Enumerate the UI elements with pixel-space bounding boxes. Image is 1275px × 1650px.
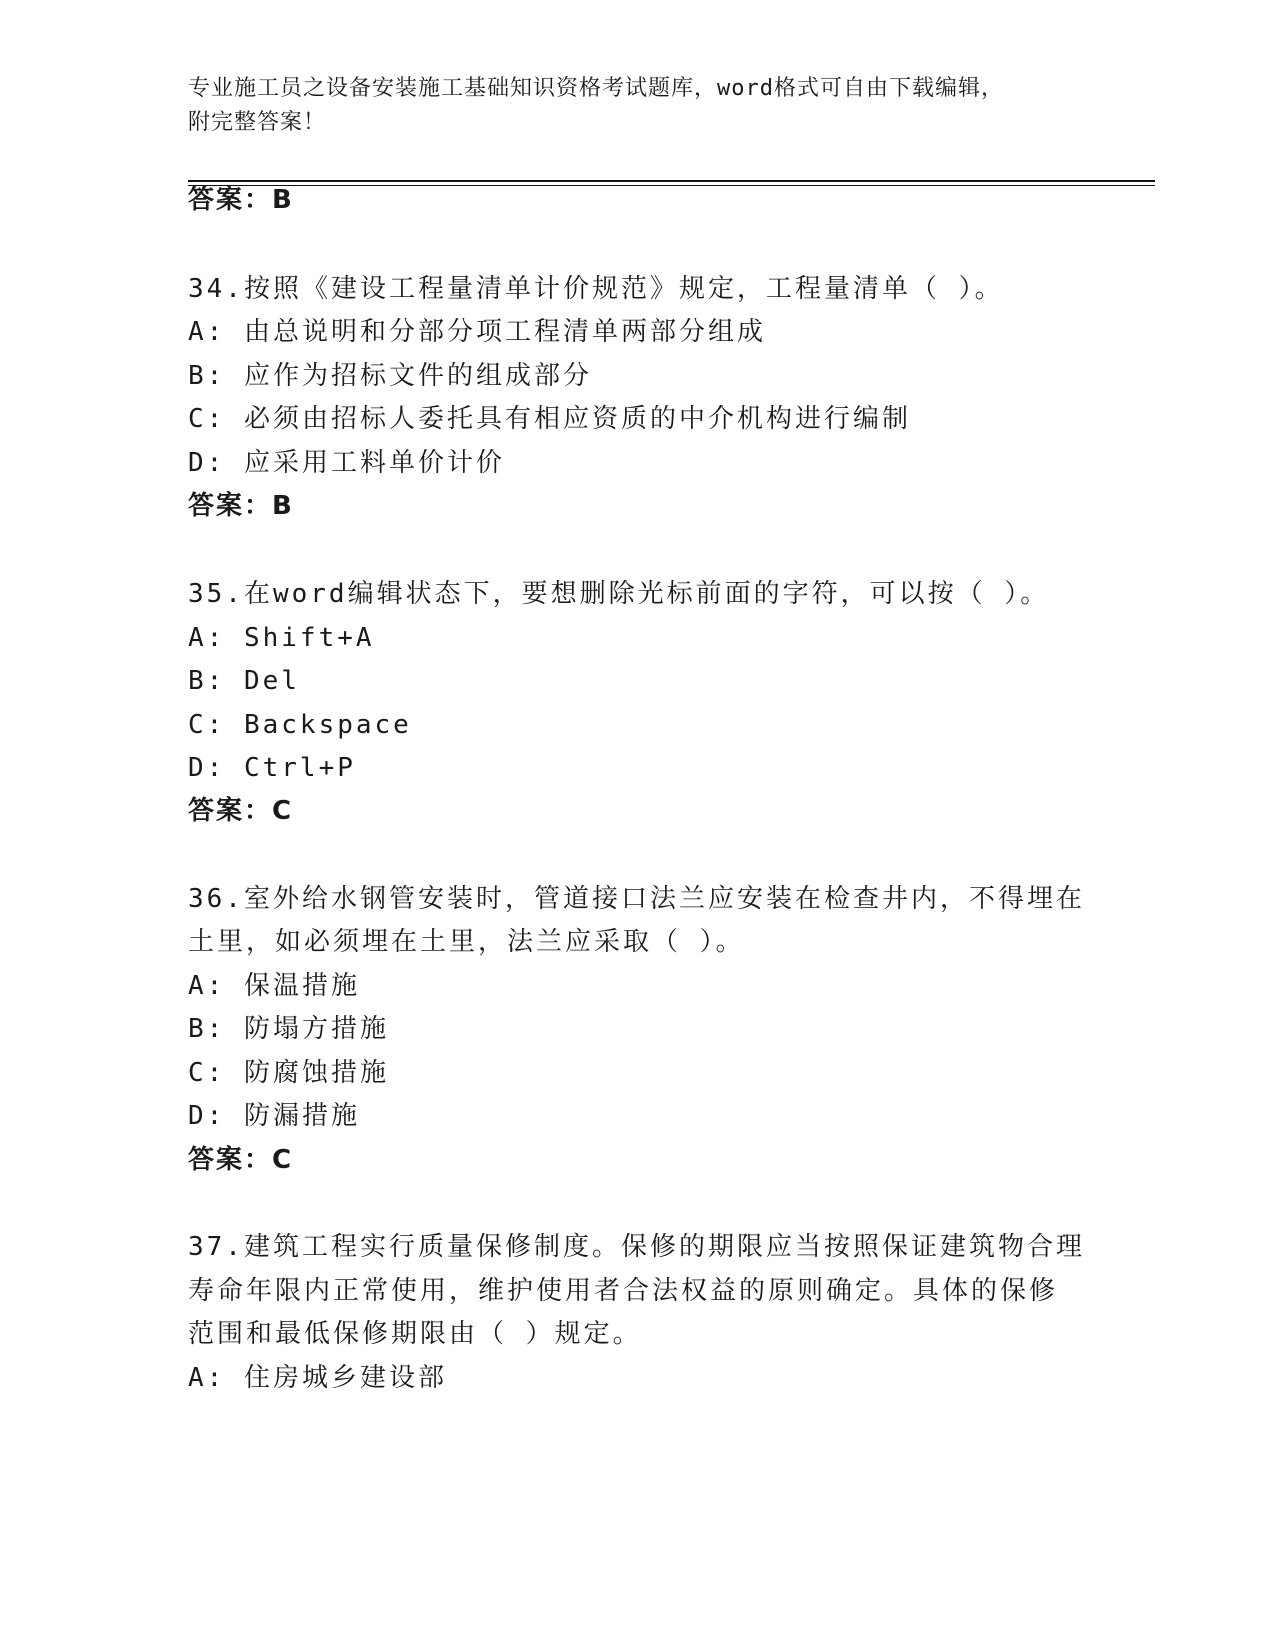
q37-stem-line-3: 范围和最低保修期限由（ ）规定。: [188, 1319, 642, 1349]
q36-option-a: A: 保温措施: [188, 971, 360, 1001]
q34-option-d: D: 应采用工料单价计价: [188, 448, 505, 478]
q37-stem-line-1: 37.建筑工程实行质量保修制度。保修的期限应当按照保证建筑物合理: [188, 1232, 1085, 1262]
q36-stem-line-1: 36.室外给水钢管安装时，管道接口法兰应安装在检查井内，不得埋在: [188, 884, 1085, 914]
q35-option-b: B: Del: [188, 666, 300, 696]
q37-option-a: A: 住房城乡建设部: [188, 1363, 447, 1393]
q35-option-c: C: Backspace: [188, 710, 412, 740]
answer-previous: 答案：B: [188, 185, 294, 215]
q34-option-c: C: 必须由招标人委托具有相应资质的中介机构进行编制: [188, 404, 911, 434]
q36-answer: 答案：C: [188, 1145, 294, 1175]
q34-option-b: B: 应作为招标文件的组成部分: [188, 361, 592, 391]
q35-option-a: A: Shift+A: [188, 623, 375, 653]
header-divider-thin: [188, 185, 1155, 186]
header-divider-thick: [188, 180, 1155, 182]
q34-stem: 34.按照《建设工程量清单计价规范》规定，工程量清单（ ）。: [188, 274, 1004, 304]
q35-option-d: D: Ctrl+P: [188, 753, 356, 783]
q35-answer: 答案：C: [188, 796, 294, 826]
q34-option-a: A: 由总说明和分部分项工程清单两部分组成: [188, 317, 766, 347]
q37-stem-line-2: 寿命年限内正常使用，维护使用者合法权益的原则确定。具体的保修: [188, 1276, 1059, 1306]
header-line-2: 附完整答案！: [188, 110, 327, 135]
header-line-1: 专业施工员之设备安装施工基础知识资格考试题库，word格式可自由下载编辑，: [188, 76, 1004, 101]
q36-stem-line-2: 土里，如必须埋在土里，法兰应采取（ ）。: [188, 927, 745, 957]
q36-option-b: B: 防塌方措施: [188, 1014, 389, 1044]
q34-answer: 答案：B: [188, 491, 294, 521]
document-header: [188, 72, 1068, 140]
q36-option-d: D: 防漏措施: [188, 1101, 360, 1131]
q35-stem: 35.在word编辑状态下，要想删除光标前面的字符，可以按（ ）。: [188, 579, 1050, 609]
q36-option-c: C: 防腐蚀措施: [188, 1058, 389, 1088]
